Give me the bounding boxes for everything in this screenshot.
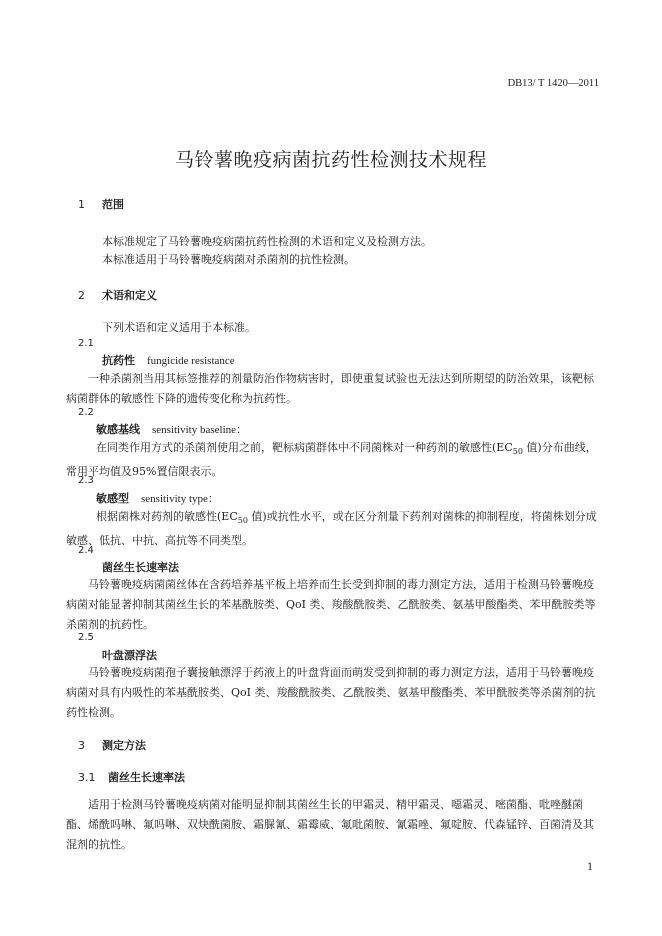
subsection-3-1-heading xyxy=(78,769,185,785)
section-number: 3 xyxy=(78,739,85,752)
definition: 马铃薯晚疫病菌孢子囊接触漂浮于药液上的叶盘背面而萌发受到抑制的毒力测定方法，适用于马铃薯晚疫病菌对具有内吸性的苯基酰胺类、QoI 类、羧酸酰胺类、乙酰胺类、氨基甲酸酯类、苯甲酰胺类等杀菌剂的抗药性检测。 xyxy=(66,666,596,719)
term-cn: 敏感型 xyxy=(96,492,129,505)
section-label: 术语和定义 xyxy=(102,289,157,302)
term-heading xyxy=(96,490,219,506)
term-cn: 敏感基线 xyxy=(96,423,140,436)
subscript: 50 xyxy=(512,447,523,457)
section-label: 测定方法 xyxy=(102,739,146,752)
definition: 马铃薯晚疫病菌菌丝体在含药培养基平板上培养而生长受到抑制的毒力测定方法，适用于检测马铃薯晚疫病菌对能显著抑制其菌丝生长的苯基酰胺类、QoI 类、羧酸酰胺类、乙酰胺类、氨基甲酸酯类、苯甲酰胺类等杀菌剂的抗药性。 xyxy=(66,578,596,631)
definition-text: 值)或抗性水平，或在区分剂量下药剂对菌株的抑制程度，将菌株划分成敏感、低抗、中抗、高抗等不同类型。 xyxy=(66,510,597,548)
section-1-heading xyxy=(78,196,124,212)
standard-number: DB13/ T 1420—2011 xyxy=(507,78,599,89)
definition-text: 值)分布曲线，常用平均值及95%置信限表示。 xyxy=(66,441,597,479)
term-heading xyxy=(102,647,169,663)
page-number: 1 xyxy=(587,862,594,873)
definition xyxy=(66,507,598,551)
section-number: 1 xyxy=(78,198,85,211)
term-cn: 菌丝生长速率法 xyxy=(102,561,179,574)
subscript: 50 xyxy=(237,516,248,526)
term-cn: 叶盘漂浮法 xyxy=(102,649,157,662)
section-3-heading xyxy=(78,737,146,753)
clause-number: 2.4 xyxy=(78,545,94,556)
section-number: 2 xyxy=(78,289,85,302)
document-title: 马铃薯晚疫病菌抗药性检测技术规程 xyxy=(174,149,487,171)
clause-number: 2.2 xyxy=(78,407,94,418)
paragraph: 本标准规定了马铃薯晚疫病菌抗药性检测的术语和定义及检测方法。 xyxy=(102,235,432,248)
section-number: 3.1 xyxy=(78,771,96,784)
term-en: fungicide resistance xyxy=(147,355,235,367)
term-en: sensitivity type： xyxy=(141,493,219,505)
term-heading xyxy=(96,421,247,437)
definition-text: 根据菌株对药剂的敏感性(EC xyxy=(96,510,238,523)
term-heading xyxy=(102,352,235,368)
term-cn: 抗药性 xyxy=(102,354,135,367)
term-en: sensitivity baseline： xyxy=(152,424,248,436)
section-label: 范围 xyxy=(102,198,124,211)
section-2-heading xyxy=(78,287,157,303)
section-label: 菌丝生长速率法 xyxy=(108,771,185,784)
paragraph: 适用于检测马铃薯晚疫病菌对能明显抑制其菌丝生长的甲霜灵、精甲霜灵、噁霜灵、嘧菌酯、吡唑醚菌酯、烯酰吗啉、氟吗啉、双炔酰菌胺、霜脲氰、霜霉威、氟吡菌胺、氰霜唑、氟啶胺、代森锰锌、百菌清及其混剂的抗性。 xyxy=(66,798,594,851)
definition: 一种杀菌剂当用其标签推荐的剂量防治作物病害时，即使重复试验也无法达到所期望的防治效果，该靶标病菌群体的敏感性下降的遗传变化称为抗药性。 xyxy=(66,372,594,405)
clause-number: 2.3 xyxy=(78,475,94,486)
paragraph: 下列术语和定义适用于本标准。 xyxy=(102,321,256,334)
definition-text: 在同类作用方式的杀菌剂使用之前，靶标病菌群体中不同菌株对一种药剂的敏感性(EC xyxy=(96,441,513,454)
clause-number: 2.1 xyxy=(78,338,94,349)
definition xyxy=(66,438,598,482)
term-heading xyxy=(102,559,191,575)
paragraph: 本标准适用于马铃薯晚疫病菌对杀菌剂的抗性检测。 xyxy=(102,253,355,266)
clause-number: 2.5 xyxy=(78,632,94,643)
